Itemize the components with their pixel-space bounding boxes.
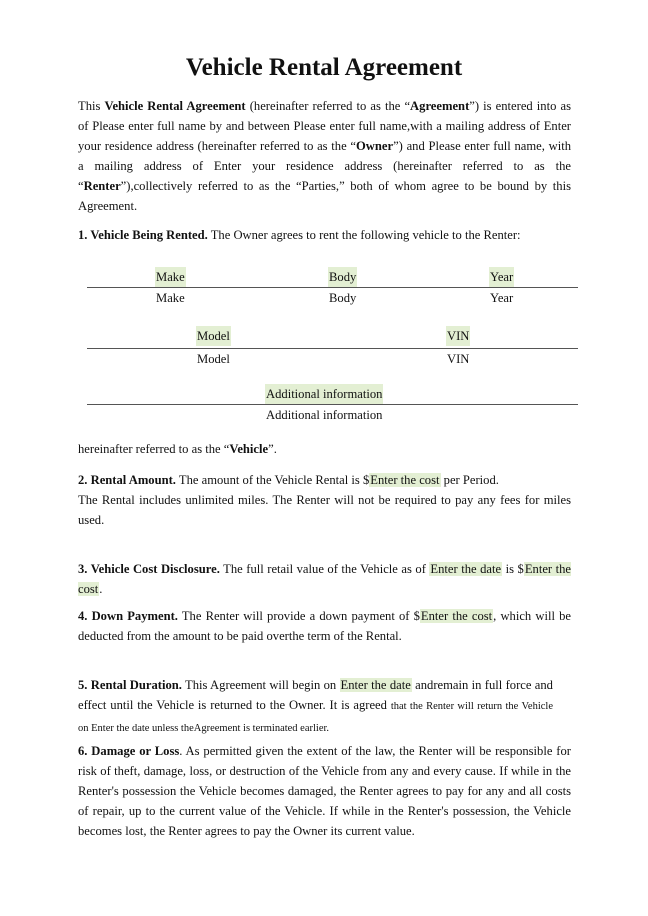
vehicle-table-row-2: [87, 326, 578, 366]
section-6-paragraph: 6. Damage or Loss. As permitted given the extent of the law, the Renter will be responsible for risk of theft, damage, loss, or destruction of the Vehicle from any and every cause. If while in the Renter's possession the Vehicle becomes damaged, the Renter agrees to pay for any and all costs of repair, up to the current value of the Vehicle. If while in the Renter's possession, the Vehicle becomes lost, the Renter agrees to pay the Owner its current value.: [78, 744, 571, 838]
model-value: Model: [197, 352, 230, 366]
vin-header: VIN: [446, 326, 470, 346]
disclosure-date-field[interactable]: Enter the date: [430, 562, 502, 576]
make-value: Make: [156, 291, 185, 305]
section-5-paragraph: 5. Rental Duration. This Agreement will begin on Enter the date andremain in full force and effect until the Vehicle is returned to the Owner. It is agreed that the Renter will return the Vehicle on Enter the date unless theAgreement is terminated earlier.: [78, 678, 553, 734]
section-6-heading: 6. Damage or Loss: [78, 744, 180, 758]
additional-info-value: Additional information: [266, 408, 383, 422]
section-1-paragraph: 1. Vehicle Being Rented. The Owner agrees to rent the following vehicle to the Renter:: [78, 228, 521, 242]
intro-paragraph: This Vehicle Rental Agreement (hereinafter referred to as the “Agreement”) is entered into as of Please enter full name by and between Please enter full name,with a mailing address of Enter your residence address (hereinafter referred to as the “Owner”) and Please enter full name, with a mailing address of Enter your residence address (hereinafter referred to as the “Renter”),collectively referred to as the “Parties,” both of whom agree to be bound by this Agreement.: [78, 99, 572, 213]
year-header: Year: [489, 267, 514, 287]
document-title: Vehicle Rental Agreement: [185, 54, 463, 81]
year-value: Year: [490, 291, 514, 305]
vin-value: VIN: [447, 352, 470, 366]
vehicle-table-row-1: [87, 267, 578, 305]
section-4-paragraph: 4. Down Payment. The Renter will provide a down payment of $Enter the cost, which will be deducted from the amount to be paid overthe term of the Rental.: [78, 609, 571, 643]
section-4-heading: 4. Down Payment.: [78, 609, 178, 623]
model-header: Model: [196, 326, 231, 346]
disclosure-cost-field[interactable]: Enter the cost: [78, 562, 572, 596]
body-value: Body: [329, 291, 357, 305]
section-5-heading: 5. Rental Duration.: [78, 678, 182, 692]
start-date-field[interactable]: Enter the date: [340, 678, 411, 692]
rental-cost-field[interactable]: Enter the cost: [370, 473, 440, 487]
vehicle-definition: hereinafter referred to as the “Vehicle”.: [78, 442, 277, 456]
section-3-paragraph: 3. Vehicle Cost Disclosure. The full retail value of the Vehicle as of Enter the date is $Enter the cost.: [78, 562, 572, 596]
section-2-paragraph: 2. Rental Amount. The amount of the Vehicle Rental is $Enter the cost per Period. The Rental includes unlimited miles. The Renter will not be required to pay any fees for miles used.: [78, 473, 571, 527]
section-2-heading: 2. Rental Amount.: [78, 473, 176, 487]
table-rule: [87, 348, 578, 349]
additional-info-header: Additional information: [265, 384, 383, 404]
section-1-heading: 1. Vehicle Being Rented.: [78, 228, 208, 242]
body-header: Body: [328, 267, 357, 287]
make-header: Make: [155, 267, 186, 287]
section-3-heading: 3. Vehicle Cost Disclosure.: [78, 562, 220, 576]
down-payment-cost-field[interactable]: Enter the cost: [420, 609, 493, 623]
vehicle-table-row-3: [87, 384, 578, 422]
